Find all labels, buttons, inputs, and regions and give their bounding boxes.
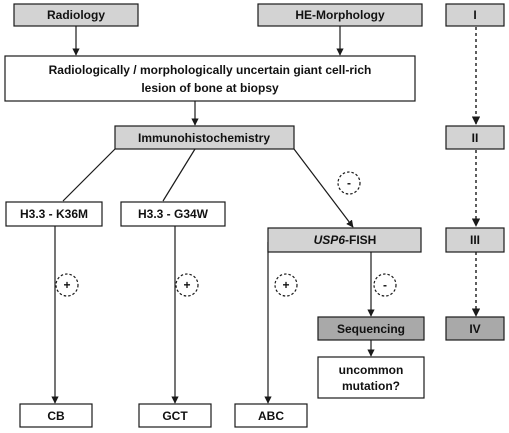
stage-4-label: IV: [469, 322, 481, 336]
uncertain-lesion-label-line1: Radiologically / morphologically uncertain giant cell-rich: [48, 63, 372, 77]
uncommon-mutation-label-line1: uncommon: [338, 363, 404, 377]
sign-ihc-to-fish-symbol: -: [347, 176, 351, 190]
sign-k36m-positive-symbol: +: [63, 278, 71, 292]
sequencing-label: Sequencing: [336, 322, 406, 336]
stage-1-node: [446, 4, 504, 26]
sign-k36m-positive: [56, 274, 78, 296]
sign-fish-positive-symbol: +: [282, 278, 290, 292]
sign-fish-negative-symbol: -: [383, 278, 387, 292]
line-ihc-to-g34w: [163, 149, 195, 201]
line-ihc-to-k36m: [63, 149, 115, 201]
sign-fish-negative: [374, 274, 396, 296]
stage-3-node: [446, 228, 504, 252]
sign-g34w-positive: [176, 274, 198, 296]
h33-k36m-node: [6, 202, 102, 226]
usp6-fish-label: [314, 233, 377, 247]
usp6-gene-name: USP6: [313, 233, 346, 247]
h33-k36m-label: H3.3 - K36M: [19, 207, 89, 221]
gct-label: GCT: [162, 409, 188, 423]
sequencing-node: [318, 317, 424, 340]
sign-fish-positive: [275, 274, 297, 296]
stage-4-node: [446, 317, 504, 340]
stage-1-label: I: [473, 8, 477, 22]
immunohistochemistry-node: [115, 126, 294, 149]
immunohistochemistry-label: Immunohistochemistry: [137, 131, 271, 145]
radiology-node: [14, 4, 138, 26]
abc-outcome-node: [235, 404, 307, 427]
he-morphology-node: [258, 4, 422, 26]
h33-g34w-label: H3.3 - G34W: [137, 207, 209, 221]
abc-label: ABC: [258, 409, 284, 423]
h33-g34w-node: [121, 202, 225, 226]
he-morphology-label: HE-Morphology: [295, 8, 385, 22]
gct-outcome-node: [139, 404, 211, 427]
uncertain-lesion-label-line2: lesion of bone at biopsy: [141, 81, 279, 95]
radiology-label: Radiology: [46, 8, 106, 22]
stage-2-label: II: [471, 131, 479, 145]
fish-suffix: -FISH: [345, 233, 377, 247]
uncommon-mutation-label-line2: mutation?: [342, 379, 400, 393]
uncommon-mutation-node: [318, 357, 424, 398]
stage-2-node: [446, 126, 504, 149]
sign-g34w-positive-symbol: +: [183, 278, 191, 292]
stage-3-label: III: [469, 233, 481, 247]
usp6-fish-node: [268, 228, 421, 252]
uncertain-lesion-node: [5, 56, 415, 101]
cb-label: CB: [47, 409, 65, 423]
sign-ihc-to-fish: [338, 172, 360, 194]
cb-outcome-node: [20, 404, 92, 427]
